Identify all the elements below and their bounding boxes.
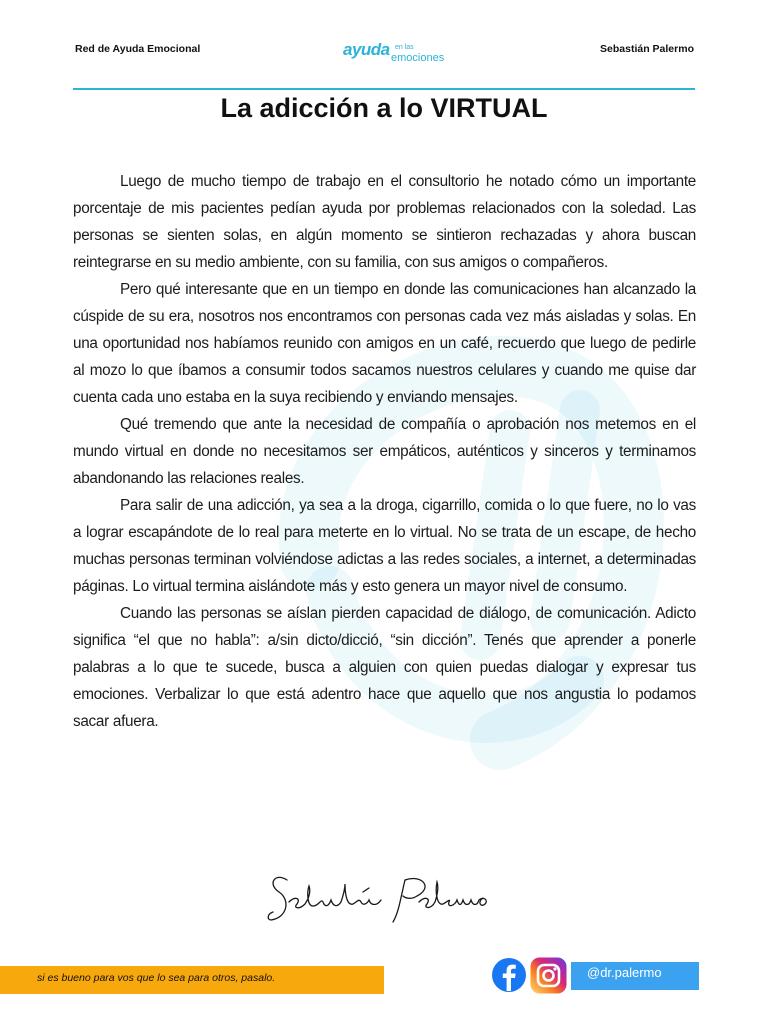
logo-brand-text: ayuda	[343, 40, 390, 59]
article-body	[73, 168, 696, 735]
header-left-text: Red de Ayuda Emocional	[75, 43, 201, 55]
paragraph: Pero qué interesante que en un tiempo en donde las comunicaciones han alcanzado la cúspide de su era, nosotros nos encontramos con personas cada vez más aisladas y solas. En una oportunidad nos habíamos reunido con amigos en un café, recuerdo que luego de pedirle al mozo lo que íbamos a consumir todos sacamos nuestros celulares y cuando me quise dar cuenta cada uno estaba en la suya recibiendo y enviando mensajes.	[73, 281, 696, 406]
facebook-icon[interactable]	[491, 957, 527, 993]
paragraph: Para salir de una adicción, ya sea a la droga, cigarrillo, comida o lo que fuere, no lo vas a lograr escapándote de lo real para meterte en lo virtual. No se trata de un escape, de hecho muchas personas terminan volviéndose adictas a las redes sociales, a internet, a determinadas páginas. Lo virtual termina aislándote más y esto genera un mayor nivel de consumo.	[73, 497, 696, 595]
header-divider	[73, 88, 695, 90]
brand-logo	[343, 40, 445, 72]
social-handle[interactable]: @dr.palermo	[587, 965, 662, 980]
logo-sub-text: emociones	[391, 52, 445, 64]
logo-small-text: en las	[395, 44, 414, 51]
paragraph: Cuando las personas se aíslan pierden capacidad de diálogo, de comunicación. Adicto significa “el que no habla”: a/sin dicto/dicció, “sin dicción”. Tenés que aprender a ponerle palabras a lo que te sucede, busca a alguien con quien puedas dialogar y expresar tus emociones. Verbalizar lo que está adentro hace que aquello que nos angustia lo podamos sacar afuera.	[73, 605, 696, 730]
paragraph: Luego de mucho tiempo de trabajo en el consultorio he notado cómo un importante porcentaje de mis pacientes pedían ayuda por problemas relacionados con la soledad. Las personas se sienten solas, en algún momento se sintieron rechazadas y ahora buscan reintegrarse en su medio ambiente, con su familia, con sus amigos o compañeros.	[73, 173, 696, 271]
header-right-text: Sebastián Palermo	[600, 43, 694, 55]
instagram-icon[interactable]	[530, 957, 567, 994]
page-title: La adicción a lo VIRTUAL	[220, 93, 548, 123]
handwritten-signature	[265, 862, 505, 932]
footer-quote: si es bueno para vos que lo sea para otros, pasalo.	[37, 972, 276, 984]
paragraph: Qué tremendo que ante la necesidad de compañía o aprobación nos metemos en el mundo virtual en donde no necesitamos ser empáticos, auténticos y sinceros y terminamos abandonando las relaciones reales.	[73, 416, 696, 487]
